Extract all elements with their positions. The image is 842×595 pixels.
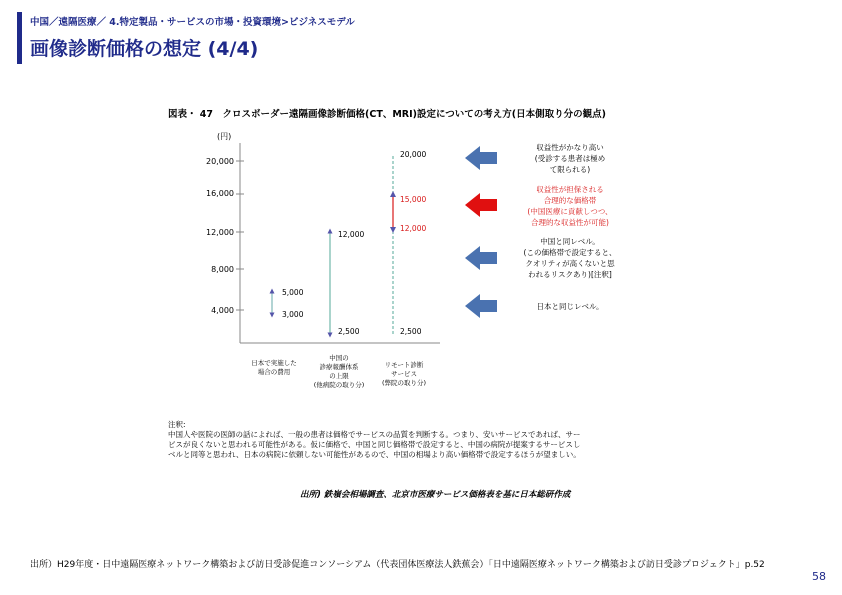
y-axis-unit: (円) bbox=[217, 132, 232, 141]
arrow-left-icon bbox=[465, 294, 497, 318]
y-tick-16000: 16,000 bbox=[206, 189, 234, 198]
annotation-high-price: 収益性がかなり高い (受診する患者は極め て限られる) bbox=[534, 143, 606, 174]
arrow-left-icon bbox=[465, 246, 497, 270]
remote-top-label: 20,000 bbox=[400, 150, 427, 159]
y-tick-8000: 8,000 bbox=[211, 265, 234, 274]
price-figure bbox=[160, 98, 680, 500]
japan-low-label: 3,000 bbox=[282, 310, 304, 319]
remote-low-label: 2,500 bbox=[400, 327, 422, 336]
page-number: 58 bbox=[812, 570, 826, 583]
annotation-japan-level: 日本と同じレベル。 bbox=[536, 302, 604, 311]
breadcrumb: 中国／遠隔医療／ 4.特定製品・サービスの市場・投資環境>ビジネスモデル bbox=[30, 17, 355, 28]
y-tick-12000: 12,000 bbox=[206, 228, 234, 237]
page-title: 画像診断価格の想定 (4/4) bbox=[30, 38, 259, 60]
footer-source: 出所）H29年度・日中遠隔医療ネットワーク構築および訪日受診促進コンソーシアム（代表団体医療法人鉄蕉会）「日中遠隔医療ネットワーク構築および訪日受診プロジェクト」p.52 bbox=[30, 560, 765, 570]
category-label-china: 中国の 診療報酬体系 の上限 (他病院の取り分) bbox=[313, 354, 365, 389]
category-label-remote: リモート診断 サービス (弊院の取り分) bbox=[381, 361, 427, 387]
title-accent-bar bbox=[17, 12, 22, 64]
arrow-left-icon bbox=[465, 193, 497, 217]
japan-high-label: 5,000 bbox=[282, 288, 304, 297]
annotation-recommended-price: 収益性が担保される 合理的な価格帯 (中国医療に貢献しつつ、 合理的な収益性が可能) bbox=[527, 185, 613, 227]
figure-notes: 注釈: 中国人や医院の医師の話によれば、一般の患者は価格でサービスの品質を判断する。つまり、安いサービスであれば、サー ビスが良くないと思われる可能性がある。仮に価格で、中国と同じ価格帯で設定すると、中国の病院が提案するサービスし ベルと同等と思われ、日本の病院に依頼しない可能性があるので、中国の相場より高い価格帯で設定するほうが望ましい。 bbox=[168, 420, 581, 459]
remote-mid-high-label: 15,000 bbox=[400, 195, 427, 204]
china-high-label: 12,000 bbox=[338, 230, 365, 239]
y-tick-4000: 4,000 bbox=[211, 306, 234, 315]
remote-mid-low-label: 12,000 bbox=[400, 224, 427, 233]
annotation-china-level: 中国と同レベル。 (この価格帯で設定すると、 クオリティが高くないと思 われるリスクあり)[注釈] bbox=[523, 237, 617, 279]
figure-source: 出所) 鉄嶺会相場調査、北京市医療サービス価格表を基に日本総研作成 bbox=[300, 490, 571, 500]
china-low-label: 2,500 bbox=[338, 327, 360, 336]
figure-caption: 図表・ 47 クロスボーダー遠隔画像診断価格(CT、MRI)設定についての考え方(日本側取り分の観点) bbox=[168, 109, 606, 120]
y-tick-20000: 20,000 bbox=[206, 157, 234, 166]
category-label-japan: 日本で実施した 場合の費用 bbox=[251, 359, 297, 376]
arrow-left-icon bbox=[465, 146, 497, 170]
